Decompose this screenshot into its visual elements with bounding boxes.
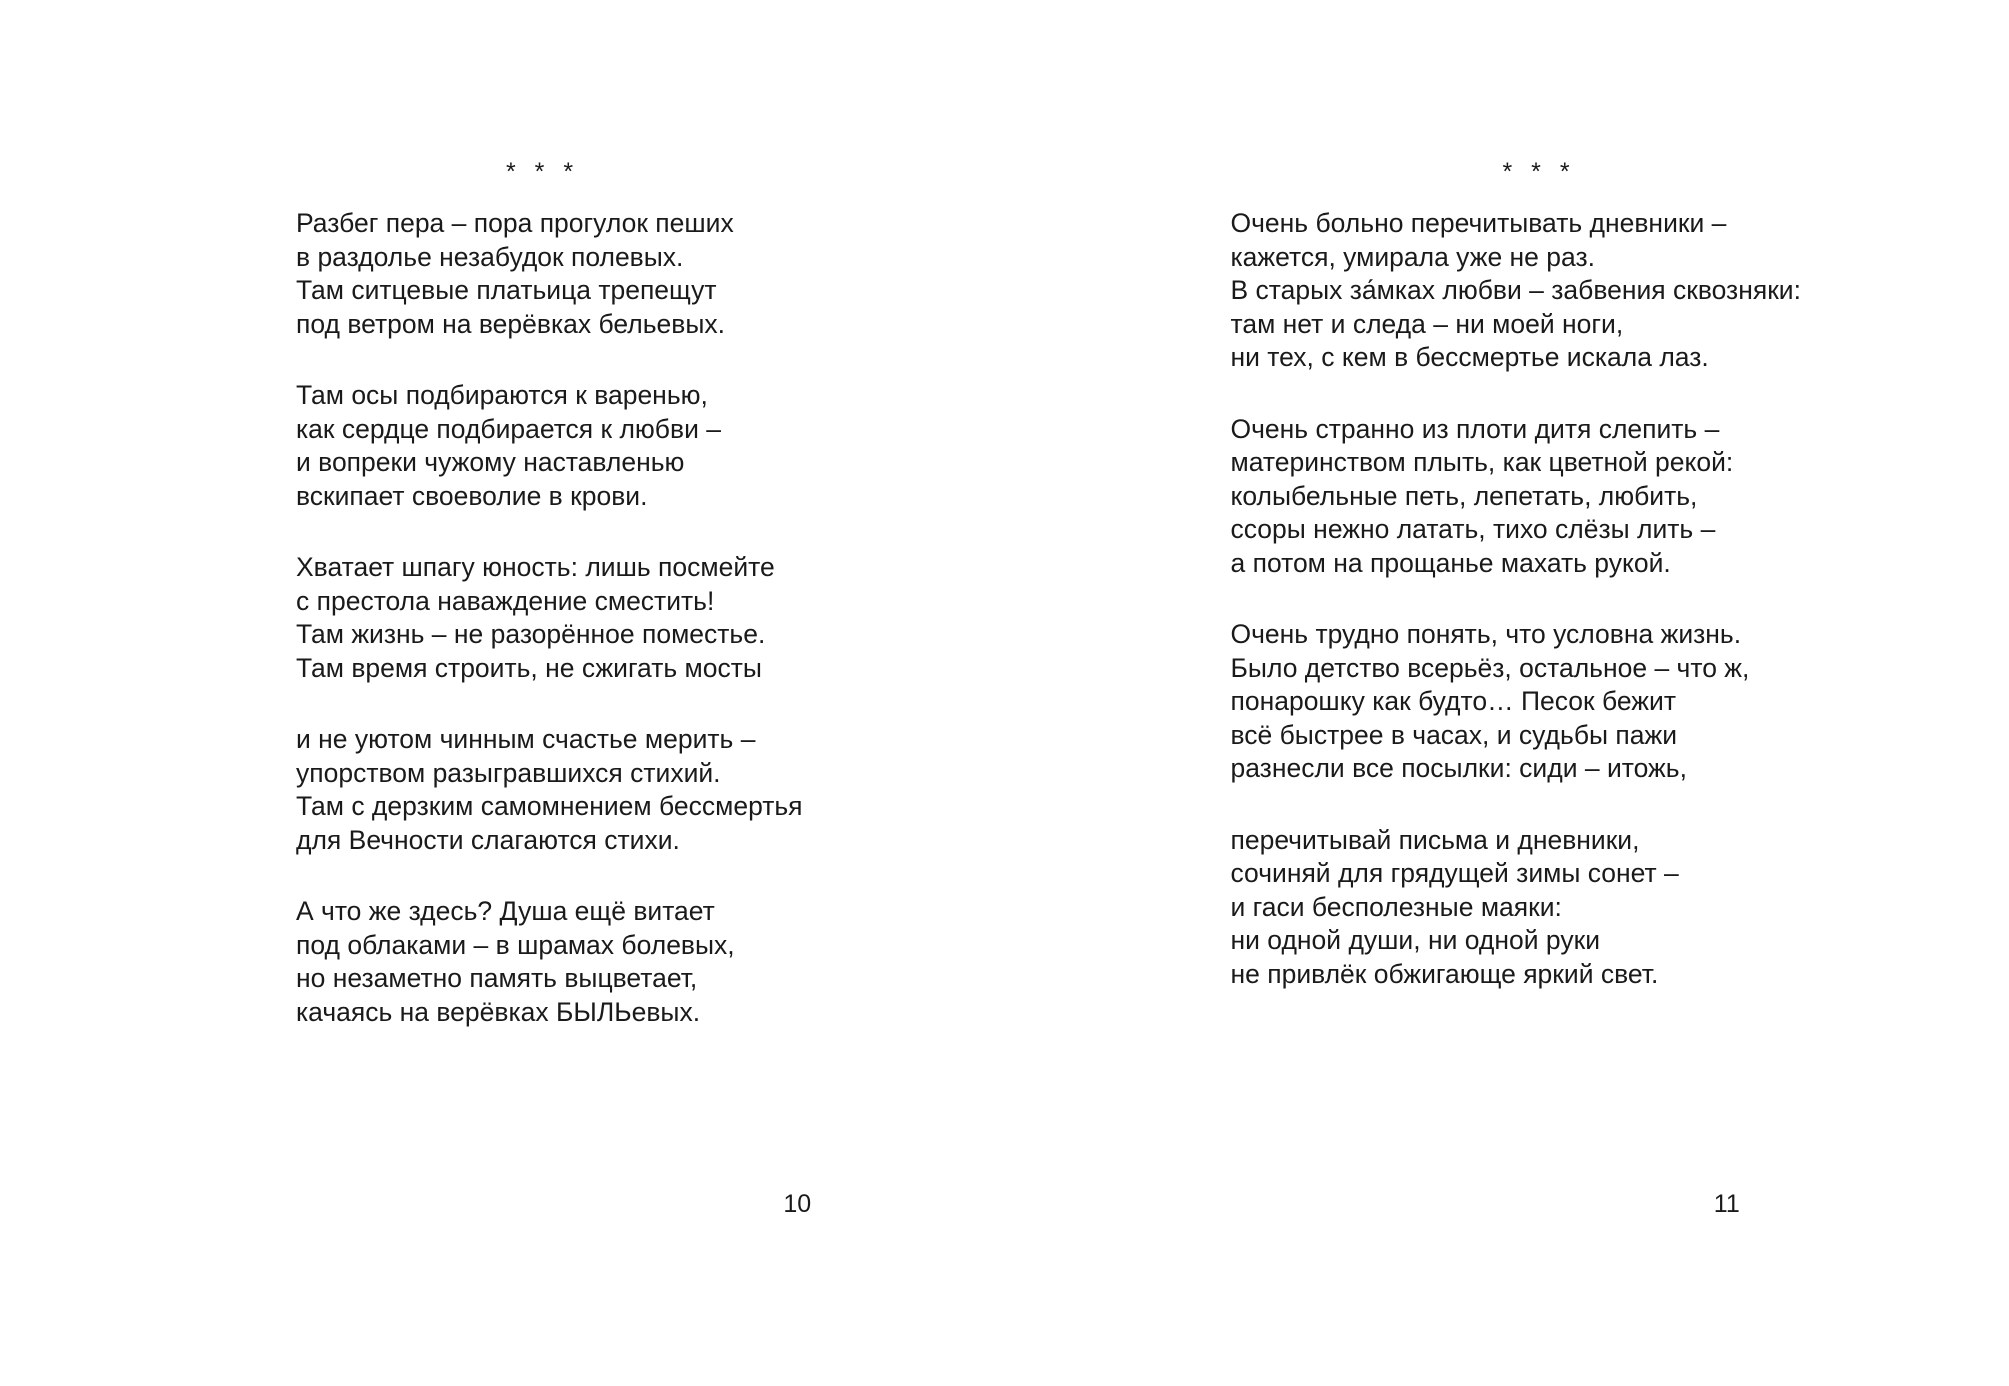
verse-line: ни одной души, ни одной руки xyxy=(1230,925,1600,955)
stanza xyxy=(1231,207,1831,375)
stanza xyxy=(296,723,856,857)
verse-line: там нет и следа – ни моей ноги, xyxy=(1230,308,1624,339)
verse-line: упорством разыгравшихся стихий. xyxy=(296,757,721,788)
verse-line: разнесли все посылки: сиди – итожь, xyxy=(1230,753,1687,783)
verse-line: под облаками – в шрамах болевых, xyxy=(296,929,735,960)
verse-line: для Вечности слагаются стихи. xyxy=(296,824,680,855)
verse-line: а потом на прощанье махать рукой. xyxy=(1230,547,1671,578)
stanza xyxy=(1231,413,1831,581)
verse-line: А что же здесь? Душа ещё витает xyxy=(296,896,715,926)
verse-line: Очень странно из плоти дитя слепить – xyxy=(1230,413,1720,444)
stanza xyxy=(296,895,856,1029)
verse-line: всё быстрее в часах, и судьбы пажи xyxy=(1230,719,1678,750)
verse-line: ни тех, с кем в бессмертье искала лаз. xyxy=(1230,342,1709,372)
verse-line: в раздолье незабудок полевых. xyxy=(296,241,684,272)
verse-line: колыбельные петь, лепетать, любить, xyxy=(1230,480,1698,511)
verse-line: качаясь на верёвках БЫЛЬевых. xyxy=(296,996,701,1027)
verse-line: понарошку как будто… Песок бежит xyxy=(1230,686,1676,716)
verse-line: и вопреки чужому наставленью xyxy=(296,447,685,477)
poem-separator-right: * * * xyxy=(1502,158,1576,186)
page-number-right: 11 xyxy=(1713,1190,1740,1218)
verse-line: Там ситцевые платьица трепещут xyxy=(296,275,717,305)
verse-line: кажется, умирала уже не раз. xyxy=(1230,241,1595,272)
stanza xyxy=(296,207,856,341)
verse-line: и не уютом чинным счастье мерить – xyxy=(296,724,756,754)
stanza xyxy=(296,379,856,513)
verse-line: Хватает шпагу юность: лишь посмейте xyxy=(296,552,775,582)
verse-line: под ветром на верёвках бельевых. xyxy=(296,308,725,339)
stanza xyxy=(1231,824,1831,992)
page-number-left: 10 xyxy=(783,1190,812,1218)
verse-line: вскипает своеволие в крови. xyxy=(296,480,648,511)
verse-line: Очень больно перечитывать дневники – xyxy=(1230,208,1727,238)
verse-line: Там с дерзким самомнением бессмертья xyxy=(296,791,803,821)
verse-line: и гаси бесполезные маяки: xyxy=(1230,891,1562,922)
verse-line: с престола наваждение сместить! xyxy=(296,585,715,616)
poem-body-left xyxy=(296,160,856,1029)
verse-line: Там время строить, не сжигать мосты xyxy=(296,652,762,683)
verse-line: ссоры нежно латать, тихо слёзы лить – xyxy=(1230,514,1716,544)
verse-line: Было детство всерьёз, остальное – что ж, xyxy=(1230,652,1750,683)
verse-line: материнством плыть, как цветной рекой: xyxy=(1230,447,1734,477)
poem-separator-left: * * * xyxy=(506,158,580,186)
verse-line: перечитывай письма и дневники, xyxy=(1230,824,1640,855)
stanza xyxy=(1231,618,1831,786)
verse-line: не привлёк обжигающе яркий свет. xyxy=(1230,958,1659,989)
verse-line: Разбег пера – пора прогулок пеших xyxy=(296,208,734,238)
verse-line: Очень трудно понять, что условна жизнь. xyxy=(1230,619,1742,649)
verse-line: как сердце подбирается к любви – xyxy=(296,413,721,444)
stanza xyxy=(296,551,856,685)
verse-line: Там осы подбираются к варенью, xyxy=(296,380,708,410)
verse-line: сочиняй для грядущей зимы сонет – xyxy=(1230,858,1679,888)
poem-body-right xyxy=(1231,160,1831,991)
verse-line: но незаметно память выцветает, xyxy=(296,963,698,993)
verse-line: Там жизнь – не разорённое поместье. xyxy=(296,619,766,649)
page-right xyxy=(1005,0,2009,1386)
verse-line: В старых за́мках любви – забвения сквозняки: xyxy=(1230,275,1801,305)
